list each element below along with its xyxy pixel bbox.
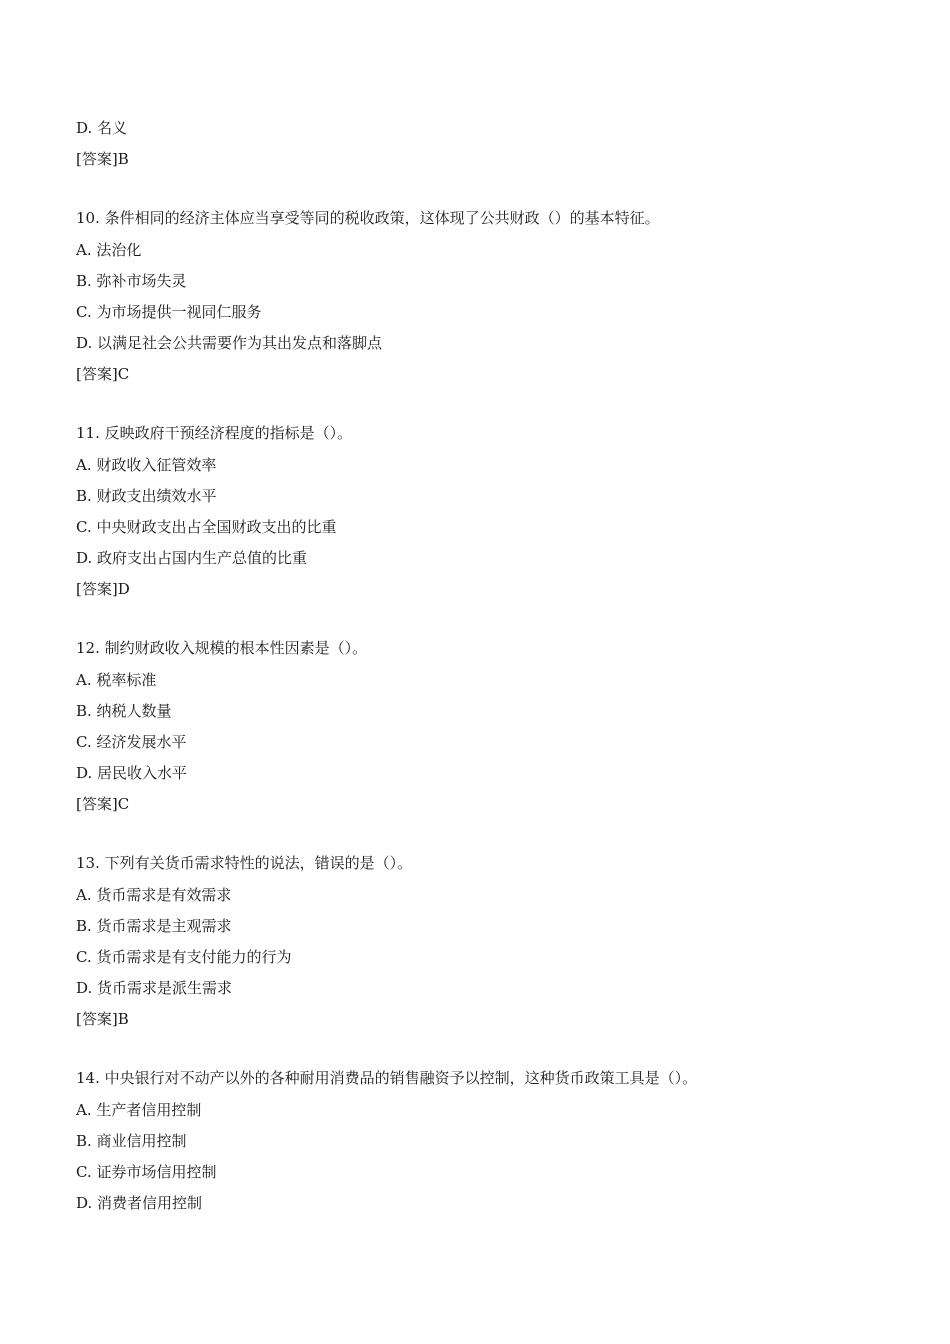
q13-option-d: D. 货币需求是派生需求: [76, 979, 233, 997]
q11-question: 11. 反映政府干预经济程度的指标是（）。: [76, 424, 353, 442]
q9-option-d: D. 名义: [76, 119, 128, 137]
q11-answer: [答案]D: [76, 580, 130, 598]
q12-option-d: D. 居民收入水平: [76, 764, 188, 782]
q12-option-c: C. 经济发展水平: [76, 733, 187, 751]
q11-option-a: A. 财政收入征管效率: [76, 456, 217, 474]
q9-answer: [答案]B: [76, 150, 129, 168]
q14-option-c: C. 证券市场信用控制: [76, 1163, 217, 1181]
q12-option-b: B. 纳税人数量: [76, 702, 172, 720]
q13-question: 13. 下列有关货币需求特性的说法，错误的是（）。: [76, 854, 413, 872]
q12-option-a: A. 税率标准: [76, 671, 157, 689]
q10-option-a: A. 法治化: [76, 241, 142, 259]
q14-option-d: D. 消费者信用控制: [76, 1194, 203, 1212]
q10-answer: [答案]C: [76, 365, 130, 383]
q10-option-b: B. 弥补市场失灵: [76, 272, 187, 290]
q12-question: 12. 制约财政收入规模的根本性因素是（）。: [76, 639, 368, 657]
q14-question: 14. 中央银行对不动产以外的各种耐用消费品的销售融资予以控制，这种货币政策工具是（）。: [76, 1069, 698, 1087]
q10-option-c: C. 为市场提供一视同仁服务: [76, 303, 262, 321]
q13-answer: [答案]B: [76, 1010, 129, 1028]
q13-option-c: C. 货币需求是有支付能力的行为: [76, 948, 292, 966]
q14-option-a: A. 生产者信用控制: [76, 1101, 202, 1119]
q14-option-b: B. 商业信用控制: [76, 1132, 187, 1150]
q12-answer: [答案]C: [76, 795, 130, 813]
q13-option-a: A. 货币需求是有效需求: [76, 886, 232, 904]
q11-option-c: C. 中央财政支出占全国财政支出的比重: [76, 518, 337, 536]
q11-option-b: B. 财政支出绩效水平: [76, 487, 217, 505]
q13-option-b: B. 货币需求是主观需求: [76, 917, 232, 935]
q10-option-d: D. 以满足社会公共需要作为其出发点和落脚点: [76, 334, 383, 352]
q10-question: 10. 条件相同的经济主体应当享受等同的税收政策，这体现了公共财政（）的基本特征。: [76, 209, 660, 227]
q11-option-d: D. 政府支出占国内生产总值的比重: [76, 549, 308, 567]
